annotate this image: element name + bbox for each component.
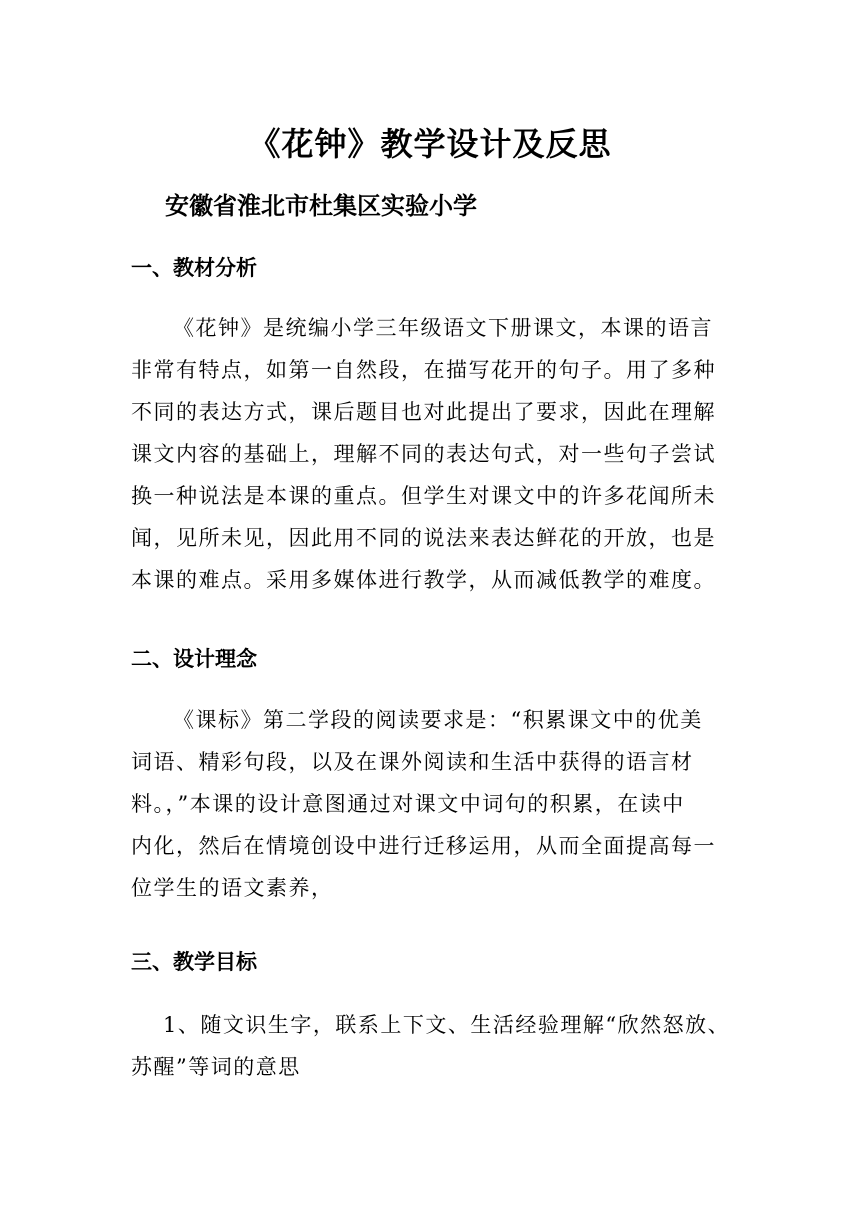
school-name: 安徽省淮北市杜集区实验小学 [165,192,477,220]
paragraph-teaching-goals [131,1004,731,1088]
paragraph-line: 课文内容的基础上，理解不同的表达句式，对一些句子尝试 [131,442,716,466]
paragraph-line: 词语、精彩句段，以及在课外阅读和生活中获得的语言材 [131,750,694,774]
section-heading-design-concept: 二、设计理念 [131,647,257,671]
paragraph-line: 非常有特点，如第一自然段，在描写花开的句子。用了多种 [131,358,716,382]
paragraph-line: 1、随文识生字，联系上下文、生活经验理解“欣然怒放、 [163,1013,731,1037]
paragraph-line: 苏醒”等词的意思 [131,1055,301,1079]
section-heading-teaching-goals: 三、教学目标 [131,950,257,974]
paragraph-textbook-analysis [131,307,731,601]
paragraph-line: 位学生的语文素养， [131,876,334,900]
paragraph-design-concept [131,699,731,909]
paragraph-line: 《课标》第二学段的阅读要求是：“积累课文中的优美 [173,708,703,732]
paragraph-line: 换一种说法是本课的重点。但学生对课文中的许多花闻所未 [131,484,716,508]
paragraph-line: 不同的表达方式，课后题目也对此提出了要求，因此在理解 [131,400,716,424]
document-title: 《花钟》教学设计及反思 [248,125,612,163]
section-heading-textbook-analysis: 一、教材分析 [131,256,257,280]
paragraph-line: 《花钟》是统编小学三年级语文下册课文，本课的语言 [173,316,713,340]
paragraph-line: 料。，”本课的设计意图通过对课文中词句的积累，在读中 [131,792,685,816]
paragraph-line: 内化，然后在情境创设中进行迁移运用，从而全面提高每一 [131,834,716,858]
paragraph-line: 本课的难点。采用多媒体进行教学，从而减低教学的难度。 [131,568,716,592]
paragraph-line: 闻，见所未见，因此用不同的说法来表达鲜花的开放，也是 [131,526,716,550]
